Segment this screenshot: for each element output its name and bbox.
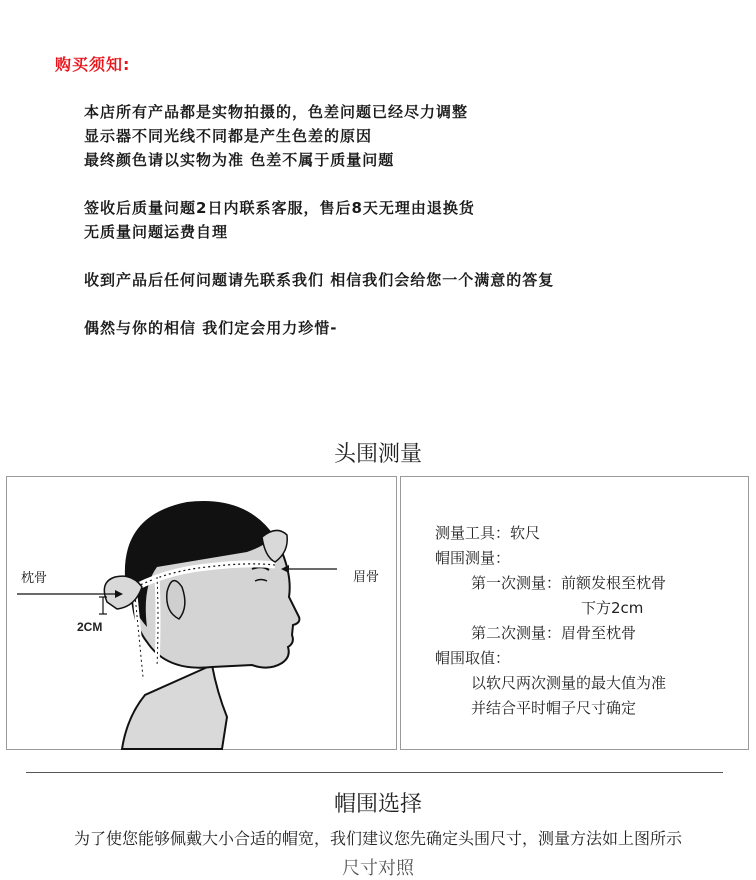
- measure-tool-text: 测量工具：软尺: [435, 524, 541, 542]
- notice-line-3: 最终颜色请以实物为准 色差不属于质量问题: [84, 151, 395, 169]
- notice-line-7: 偶然与你的相信 我们定会用力珍惜-: [84, 319, 338, 337]
- head-diagram-illustration: [7, 477, 396, 749]
- cutoff-heading: 尺寸对照: [342, 858, 414, 879]
- value-heading: 帽围取值：: [435, 649, 511, 667]
- offset-2cm-label: 2CM: [77, 620, 103, 634]
- first-measure-text-cont: 下方2cm: [581, 599, 644, 617]
- measure-info-box: [400, 476, 749, 750]
- size-select-title: 帽围选择: [333, 792, 422, 817]
- head-measure-title: 头围测量: [333, 442, 422, 467]
- notice-title: 购买须知:: [55, 55, 131, 74]
- value-text-1: 以软尺两次测量的最大值为准: [471, 674, 667, 692]
- head-diagram-box: [6, 476, 397, 750]
- notice-line-2: 显示器不同光线不同都是产生色差的原因: [84, 127, 373, 145]
- second-measure-text: 第二次测量：眉骨至枕骨: [471, 624, 637, 642]
- notice-line-6: 收到产品后任何问题请先联系我们 相信我们会给您一个满意的答复: [84, 271, 555, 289]
- brow-bone-label: 眉骨: [353, 570, 380, 585]
- notice-line-4: 签收后质量问题2日内联系客服，售后8天无理由退换货: [84, 199, 475, 217]
- occipital-label: 枕骨: [21, 571, 48, 586]
- section-divider: [26, 772, 723, 773]
- notice-line-5: 无质量问题运费自理: [84, 223, 229, 241]
- notice-line-1: 本店所有产品都是实物拍摄的，色差问题已经尽力调整: [84, 103, 469, 121]
- size-select-description: 为了使您能够佩戴大小合适的帽宽，我们建议您先确定头围尺寸，测量方法如上图所示: [73, 829, 682, 848]
- value-text-2: 并结合平时帽子尺寸确定: [471, 699, 637, 717]
- measure-heading: 帽围测量：: [435, 549, 511, 567]
- first-measure-text: 第一次测量：前额发根至枕骨: [471, 574, 667, 592]
